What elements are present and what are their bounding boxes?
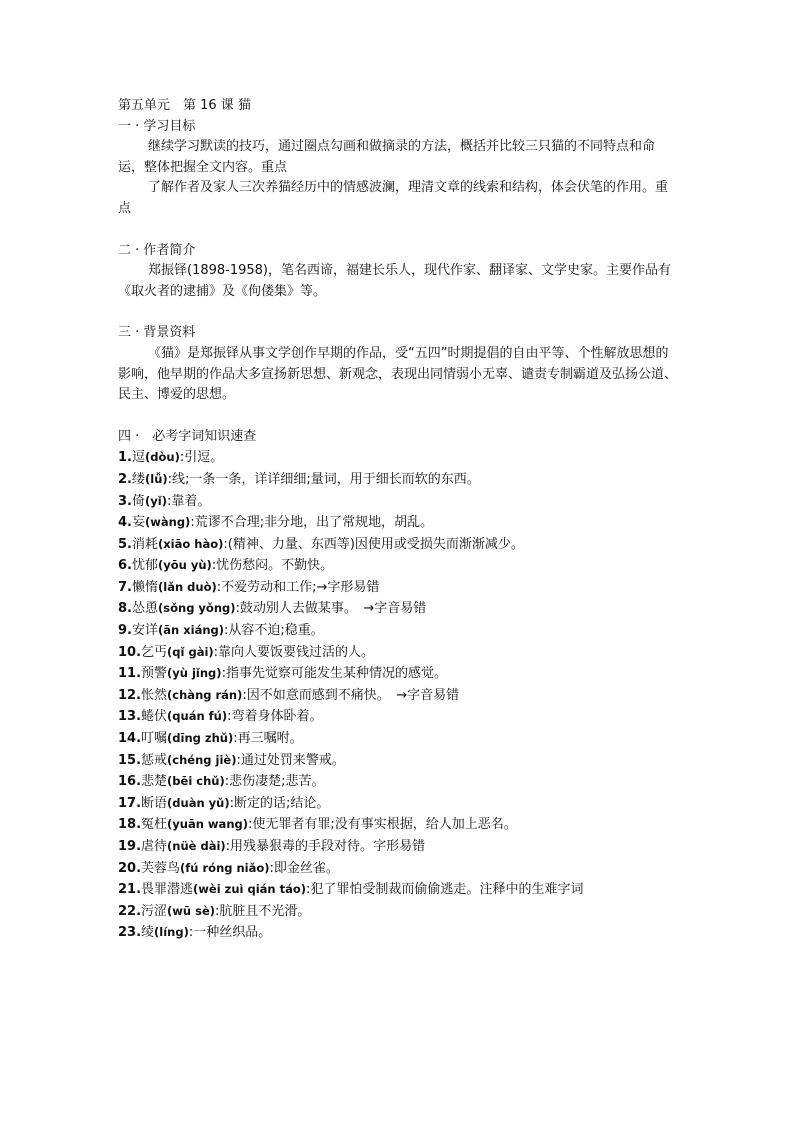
vocab-pinyin: (bēi chǔ) (167, 774, 225, 789)
section-heading-goals: 一 · 学习目标 (118, 118, 196, 134)
vocab-item (118, 491, 678, 513)
vocab-item (118, 836, 678, 858)
vocab-word: 蜷伏 (141, 709, 168, 725)
vocab-definition: :靠着。 (166, 493, 211, 509)
vocab-note: →字音易错 (383, 687, 460, 703)
vocab-number: 10. (118, 644, 142, 660)
section-heading-vocabulary: 四 · 必考字词知识速查 (118, 428, 257, 444)
vocab-number: 21. (118, 882, 142, 898)
vocab-item (118, 577, 678, 599)
vocab-item (118, 922, 678, 944)
vocab-pinyin: (dòu) (145, 450, 180, 465)
vocab-item (118, 728, 678, 750)
background-paragraph: 《猫》是郑振铎从事文学创作早期的作品，受“五四”时期提倡的自由平等、个性解放思想的影响，他早期的作品大多宣扬新思想、新观念，表现出同情弱小无辜、谴责专制霸道及弘扬公道、民主、博爱的思想。 (118, 345, 678, 403)
vocab-word: 悲楚 (141, 774, 168, 790)
goal-paragraph-1: 继续学习默读的技巧，通过圈点勾画和做摘录的方法，概括并比较三只猫的不同特点和命运，整体把握全文内容。重点 (118, 139, 656, 175)
vocab-item (118, 879, 678, 901)
vocab-word: 妄 (131, 515, 145, 531)
vocab-number: 20. (118, 860, 142, 876)
vocab-definition: :悲伤凄楚;悲苦。 (224, 774, 325, 790)
vocab-definition: :从容不迫;稳重。 (224, 623, 324, 639)
vocab-number: 5. (118, 536, 132, 552)
vocab-number: 14. (118, 731, 142, 747)
vocab-note: 字形易错 (373, 839, 426, 854)
vocab-word: 懒惰 (131, 579, 158, 595)
vocab-definition: :不爱劳动和工作; (216, 579, 317, 595)
vocab-definition: :忧伤愁闷。不勤快。 (211, 558, 334, 574)
vocab-pinyin: (quán fú) (167, 709, 228, 724)
vocab-number: 16. (118, 774, 142, 790)
vocab-item (118, 793, 678, 815)
vocab-definition: :引逗。 (179, 450, 224, 466)
vocab-number: 3. (118, 493, 132, 509)
vocab-word: 芙蓉鸟 (141, 860, 181, 876)
vocab-pinyin: (lǎn duò) (158, 579, 217, 594)
vocab-pinyin: (ān xiáng) (158, 623, 225, 638)
vocab-definition: :断定的话;结论。 (229, 795, 330, 811)
vocab-word: 绫 (141, 925, 155, 941)
vocab-word: 污涩 (141, 903, 168, 919)
vocab-item (118, 512, 678, 534)
vocab-item (118, 447, 678, 469)
author-paragraph: 郑振铎(1898-1958)，笔名西谛，福建长乐人，现代作家、翻译家、文学史家。主要作品有《取火者的逮捕》及《佝偻集》等。 (118, 263, 672, 299)
vocab-definition: :通过处罚来警戒。 (236, 752, 345, 768)
vocab-pinyin: (sǒng yǒng) (158, 601, 236, 616)
vocab-pinyin: (chéng jiè) (167, 752, 237, 767)
vocab-number: 18. (118, 817, 142, 833)
vocab-item (118, 663, 678, 685)
vocab-word: 畏罪潜逃 (141, 882, 194, 898)
vocab-definition: :犯了罪怕受制裁而偷偷逃走。 (306, 882, 480, 898)
vocab-definition: :使无罪者有罪;没有事实根据，给人加上恶名。 (248, 817, 517, 833)
vocab-number: 7. (118, 579, 132, 595)
vocab-definition: :弯着身体卧着。 (227, 709, 323, 725)
vocabulary-list (118, 447, 678, 944)
vocab-definition: :肮脏且不光滑。 (215, 903, 311, 919)
section-heading-author: 二 · 作者简介 (118, 242, 196, 258)
vocab-pinyin: (wàng) (145, 515, 191, 530)
vocab-word: 怅然 (141, 687, 168, 703)
lesson-title: 第五单元 第 16 课 猫 (118, 98, 251, 113)
vocab-note: →字形易错 (316, 579, 380, 595)
vocab-item (118, 642, 678, 664)
vocab-item (118, 750, 678, 772)
vocab-item (118, 706, 678, 728)
vocab-pinyin: (yù jǐng) (167, 666, 222, 681)
vocab-number: 6. (118, 558, 132, 574)
vocab-item (118, 771, 678, 793)
vocab-word: 忧郁 (131, 558, 158, 574)
vocab-pinyin: (yǐ) (145, 493, 167, 508)
section-heading-background: 三 · 背景资料 (118, 325, 196, 341)
vocab-definition: :靠向人要饭要钱过活的人。 (213, 644, 375, 660)
vocab-number: 22. (118, 903, 142, 919)
vocab-word: 怂恿 (131, 601, 158, 617)
vocab-note: →字音易错 (350, 601, 427, 617)
goal-paragraph-2: 了解作者及家人三次养猫经历中的情感波澜，理清文章的线索和结构，体会伏笔的作用。重点 (118, 180, 669, 216)
vocab-number: 2. (118, 471, 132, 487)
vocab-definition: :线;一条一条，详详细细;量词，用于细长而软的东西。 (167, 471, 480, 487)
vocab-pinyin: (nüè dài) (167, 839, 226, 853)
vocab-definition: :(精神、力量、东西等)因使用或受损失而渐渐减少。 (223, 536, 524, 552)
vocab-word: 缕 (131, 471, 145, 487)
vocab-pinyin: (yuān wang) (167, 817, 248, 832)
vocab-item (118, 555, 678, 577)
vocab-item (118, 901, 678, 923)
vocab-number: 13. (118, 709, 142, 725)
vocab-pinyin: (xiāo hào) (158, 536, 224, 551)
vocab-word: 冤枉 (141, 817, 168, 833)
spacer (118, 406, 678, 427)
vocab-pinyin: (líng) (154, 925, 189, 940)
vocab-item (118, 814, 678, 836)
vocab-pinyin: (wū sè) (167, 903, 216, 918)
vocab-item (118, 469, 678, 491)
vocab-item (118, 620, 678, 642)
vocab-word: 逗 (131, 450, 145, 466)
vocab-number: 9. (118, 623, 132, 639)
vocab-word: 虐待 (141, 839, 168, 854)
vocab-number: 4. (118, 515, 132, 531)
vocab-number: 11. (118, 666, 142, 682)
vocab-word: 消耗 (131, 536, 158, 552)
vocab-word: 倚 (131, 493, 145, 509)
vocab-word: 乞丐 (141, 644, 168, 660)
vocab-pinyin: (dīng zhǔ) (167, 731, 234, 746)
vocab-definition: :荒谬不合理;非分地，出了常规地，胡乱。 (190, 515, 434, 531)
vocab-definition: :一种丝织品。 (188, 925, 272, 941)
vocab-definition: :再三嘱咐。 (233, 731, 303, 747)
vocab-pinyin: (fú róng niǎo) (180, 860, 270, 875)
vocab-note: 注释中的生难字词 (479, 882, 584, 898)
vocab-item (118, 598, 678, 620)
vocab-number: 1. (118, 450, 132, 466)
vocab-word: 安详 (131, 623, 158, 639)
vocab-word: 断语 (141, 795, 168, 811)
vocab-item (118, 534, 678, 556)
vocab-word: 惩戒 (141, 752, 168, 768)
vocab-word: 叮嘱 (141, 731, 168, 747)
vocab-word: 预警 (141, 666, 168, 682)
vocab-pinyin: (qǐ gài) (167, 644, 214, 659)
vocab-definition: :鼓动别人去做某事。 (235, 601, 351, 617)
vocab-pinyin: (lǚ) (145, 471, 168, 486)
vocab-item (118, 858, 678, 880)
spacer (118, 302, 678, 323)
vocab-pinyin: (duàn yǔ) (167, 795, 230, 810)
vocab-pinyin: (wèi zuì qián táo) (193, 882, 307, 897)
vocab-item (118, 685, 678, 707)
spacer (118, 220, 678, 241)
vocab-definition: :指事先觉察可能发生某种情况的感觉。 (221, 666, 447, 682)
vocab-number: 17. (118, 795, 142, 811)
vocab-definition: :因不如意而感到不痛快。 (242, 687, 384, 703)
vocab-number: 15. (118, 752, 142, 768)
vocab-number: 12. (118, 687, 142, 703)
vocab-definition: :用残暴狠毒的手段对待。 (225, 839, 374, 854)
vocab-pinyin: (chàng rán) (167, 687, 243, 702)
vocab-pinyin: (yōu yù) (158, 558, 212, 573)
vocab-number: 8. (118, 601, 132, 617)
vocab-number: 19. (118, 839, 142, 854)
vocab-definition: :即金丝雀。 (269, 860, 339, 876)
vocab-number: 23. (118, 925, 142, 941)
document-page (118, 96, 678, 944)
